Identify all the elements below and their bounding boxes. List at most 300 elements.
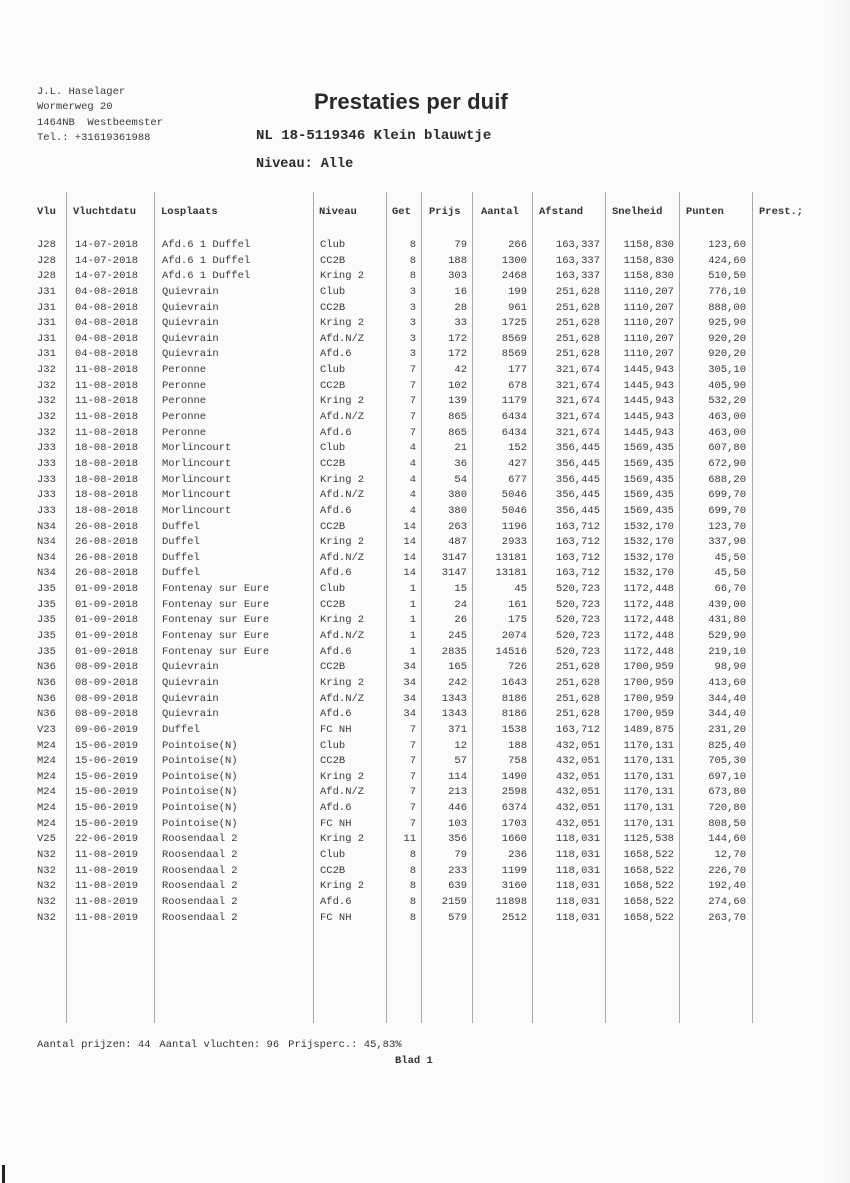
cell-losplaats: Pointoise(N) bbox=[162, 817, 238, 830]
cell-prijs: 57 bbox=[454, 755, 467, 768]
cell-date: 11-08-2018 bbox=[75, 426, 139, 439]
cell-date: 11-08-2019 bbox=[75, 848, 139, 861]
cell-niveau: Club bbox=[320, 442, 346, 455]
cell-losplaats: Peronne bbox=[162, 426, 207, 439]
cell-snelheid: 1658,522 bbox=[623, 864, 674, 877]
cell-losplaats: Pointoise(N) bbox=[162, 802, 238, 815]
cell-snelheid: 1658,522 bbox=[623, 848, 674, 861]
cell-afstand: 356,445 bbox=[555, 473, 600, 486]
table-row bbox=[0, 865, 850, 881]
cell-afstand: 520,723 bbox=[555, 630, 600, 643]
cell-losplaats: Morlincourt bbox=[162, 489, 232, 502]
cell-vlu: J33 bbox=[37, 442, 56, 455]
table-row bbox=[0, 286, 850, 302]
cell-afstand: 432,051 bbox=[555, 739, 600, 752]
cell-afstand: 520,723 bbox=[555, 614, 600, 627]
cell-afstand: 118,031 bbox=[555, 864, 600, 877]
cell-punten: 825,40 bbox=[708, 739, 746, 752]
cell-date: 11-08-2018 bbox=[75, 379, 139, 392]
cell-snelheid: 1569,435 bbox=[623, 442, 674, 455]
cell-prijs: 2835 bbox=[441, 645, 467, 658]
table-row bbox=[0, 583, 850, 599]
cell-punten: 688,20 bbox=[708, 473, 746, 486]
table-row bbox=[0, 614, 850, 630]
cell-punten: 463,00 bbox=[708, 426, 746, 439]
table-row bbox=[0, 771, 850, 787]
cell-losplaats: Fontenay sur Eure bbox=[162, 583, 270, 596]
cell-punten: 413,60 bbox=[708, 676, 746, 689]
cell-afstand: 118,031 bbox=[555, 833, 600, 846]
cell-losplaats: Peronne bbox=[162, 379, 207, 392]
cell-get: 4 bbox=[409, 473, 416, 486]
sender-phone: Tel.: +31619361988 bbox=[37, 131, 151, 144]
cell-date: 15-06-2019 bbox=[75, 817, 139, 830]
cell-vlu: N34 bbox=[37, 567, 56, 580]
cell-date: 11-08-2019 bbox=[75, 864, 139, 877]
cell-date: 11-08-2019 bbox=[75, 911, 139, 924]
cell-vlu: N34 bbox=[37, 551, 56, 564]
cell-snelheid: 1110,207 bbox=[623, 348, 674, 361]
cell-afstand: 118,031 bbox=[555, 848, 600, 861]
cell-aantal: 6434 bbox=[501, 426, 527, 439]
cell-prijs: 865 bbox=[448, 426, 467, 439]
cell-snelheid: 1569,435 bbox=[623, 473, 674, 486]
cell-vlu: N34 bbox=[37, 536, 56, 549]
cell-prijs: 165 bbox=[448, 661, 467, 674]
cell-niveau: Afd.N/Z bbox=[320, 332, 365, 345]
cell-snelheid: 1532,170 bbox=[623, 551, 674, 564]
table-row bbox=[0, 317, 850, 333]
header-niveau: Niveau bbox=[319, 206, 357, 218]
cell-prijs: 1343 bbox=[441, 692, 467, 705]
cell-get: 8 bbox=[409, 270, 416, 283]
table-row bbox=[0, 693, 850, 709]
cell-vlu: J31 bbox=[37, 301, 56, 314]
cell-aantal: 6374 bbox=[501, 802, 527, 815]
cell-vlu: J31 bbox=[37, 285, 56, 298]
cell-niveau: Club bbox=[320, 739, 346, 752]
cell-aantal: 427 bbox=[508, 457, 527, 470]
sender-city: 1464NB Westbeemster bbox=[37, 116, 164, 129]
cell-afstand: 356,445 bbox=[555, 504, 600, 517]
cell-afstand: 321,674 bbox=[555, 411, 600, 424]
table-row bbox=[0, 740, 850, 756]
cell-punten: 697,10 bbox=[708, 770, 746, 783]
cell-losplaats: Duffel bbox=[162, 520, 200, 533]
cell-niveau: Afd.N/Z bbox=[320, 692, 365, 705]
cell-vlu: N36 bbox=[37, 692, 56, 705]
cell-snelheid: 1700,959 bbox=[623, 676, 674, 689]
cell-losplaats: Pointoise(N) bbox=[162, 739, 238, 752]
cell-get: 4 bbox=[409, 489, 416, 502]
cell-punten: 925,90 bbox=[708, 317, 746, 330]
cell-niveau: Afd.N/Z bbox=[320, 489, 365, 502]
cell-prijs: 263 bbox=[448, 520, 467, 533]
cell-afstand: 520,723 bbox=[555, 645, 600, 658]
cell-losplaats: Quievrain bbox=[162, 676, 219, 689]
cell-aantal: 177 bbox=[508, 364, 527, 377]
cell-date: 01-09-2018 bbox=[75, 583, 139, 596]
cell-niveau: Kring 2 bbox=[320, 770, 365, 783]
cell-punten: 672,90 bbox=[708, 457, 746, 470]
cell-afstand: 251,628 bbox=[555, 676, 600, 689]
cell-losplaats: Pointoise(N) bbox=[162, 786, 238, 799]
cell-vlu: J31 bbox=[37, 348, 56, 361]
table-row bbox=[0, 474, 850, 490]
header-get: Get bbox=[392, 206, 411, 218]
cell-vlu: J35 bbox=[37, 645, 56, 658]
cell-losplaats: Quievrain bbox=[162, 285, 219, 298]
cell-vlu: N36 bbox=[37, 676, 56, 689]
cell-prijs: 233 bbox=[448, 864, 467, 877]
cell-losplaats: Quievrain bbox=[162, 332, 219, 345]
cell-losplaats: Duffel bbox=[162, 536, 200, 549]
cell-niveau: FC NH bbox=[320, 817, 352, 830]
cell-get: 7 bbox=[409, 770, 416, 783]
cell-prijs: 639 bbox=[448, 880, 467, 893]
cell-aantal: 266 bbox=[508, 239, 527, 251]
cell-punten: 305,10 bbox=[708, 364, 746, 377]
cell-get: 14 bbox=[403, 536, 416, 549]
cell-prijs: 188 bbox=[448, 254, 467, 267]
cell-prijs: 446 bbox=[448, 802, 467, 815]
cell-afstand: 356,445 bbox=[555, 457, 600, 470]
cell-get: 1 bbox=[409, 598, 416, 611]
scan-edge bbox=[828, 0, 850, 1183]
table-row bbox=[0, 661, 850, 677]
table-row bbox=[0, 802, 850, 818]
cell-punten: 776,10 bbox=[708, 285, 746, 298]
cell-punten: 920,20 bbox=[708, 332, 746, 345]
cell-date: 04-08-2018 bbox=[75, 317, 139, 330]
cell-afstand: 251,628 bbox=[555, 317, 600, 330]
cell-prijs: 380 bbox=[448, 504, 467, 517]
cell-afstand: 356,445 bbox=[555, 442, 600, 455]
cell-get: 3 bbox=[409, 285, 416, 298]
table-row bbox=[0, 833, 850, 849]
cell-niveau: CC2B bbox=[320, 254, 346, 267]
cell-snelheid: 1170,131 bbox=[623, 786, 674, 799]
cell-aantal: 1660 bbox=[501, 833, 527, 846]
cell-losplaats: Duffel bbox=[162, 551, 200, 564]
cell-prijs: 303 bbox=[448, 270, 467, 283]
cell-afstand: 321,674 bbox=[555, 395, 600, 408]
cell-date: 11-08-2018 bbox=[75, 364, 139, 377]
cell-aantal: 1199 bbox=[501, 864, 527, 877]
table-row bbox=[0, 411, 850, 427]
cell-losplaats: Peronne bbox=[162, 395, 207, 408]
cell-get: 8 bbox=[409, 848, 416, 861]
cell-aantal: 3160 bbox=[501, 880, 527, 893]
pigeon-id: NL 18-5119346 Klein blauwtje bbox=[256, 128, 492, 144]
cell-vlu: M24 bbox=[37, 817, 56, 830]
cell-niveau: Kring 2 bbox=[320, 676, 365, 689]
cell-losplaats: Roosendaal 2 bbox=[162, 895, 238, 908]
cell-get: 1 bbox=[409, 614, 416, 627]
cell-afstand: 251,628 bbox=[555, 348, 600, 361]
cell-afstand: 432,051 bbox=[555, 817, 600, 830]
cell-vlu: N34 bbox=[37, 520, 56, 533]
cell-prijs: 26 bbox=[454, 614, 467, 627]
cell-vlu: J28 bbox=[37, 254, 56, 267]
cell-vlu: J35 bbox=[37, 630, 56, 643]
cell-get: 4 bbox=[409, 442, 416, 455]
table-row bbox=[0, 786, 850, 802]
cell-losplaats: Morlincourt bbox=[162, 473, 232, 486]
cell-get: 14 bbox=[403, 551, 416, 564]
cell-aantal: 5046 bbox=[501, 504, 527, 517]
cell-prijs: 865 bbox=[448, 411, 467, 424]
cell-aantal: 11898 bbox=[495, 895, 527, 908]
cell-losplaats: Roosendaal 2 bbox=[162, 911, 238, 924]
cell-punten: 337,90 bbox=[708, 536, 746, 549]
cell-aantal: 161 bbox=[508, 598, 527, 611]
cell-date: 15-06-2019 bbox=[75, 739, 139, 752]
cell-aantal: 2468 bbox=[501, 270, 527, 283]
cell-prijs: 2159 bbox=[441, 895, 467, 908]
cell-snelheid: 1445,943 bbox=[623, 426, 674, 439]
cell-niveau: Afd.6 bbox=[320, 348, 352, 361]
cell-snelheid: 1158,830 bbox=[623, 239, 674, 251]
cell-date: 04-08-2018 bbox=[75, 332, 139, 345]
table-row bbox=[0, 724, 850, 740]
cell-date: 15-06-2019 bbox=[75, 755, 139, 768]
cell-date: 11-08-2019 bbox=[75, 880, 139, 893]
header-vlu: Vlu bbox=[37, 206, 56, 218]
cell-snelheid: 1569,435 bbox=[623, 489, 674, 502]
cell-get: 1 bbox=[409, 645, 416, 658]
cell-vlu: N32 bbox=[37, 895, 56, 908]
cell-get: 7 bbox=[409, 426, 416, 439]
table-row bbox=[0, 755, 850, 771]
table-row bbox=[0, 348, 850, 364]
header-prestatie: Prest.; bbox=[759, 206, 804, 218]
cell-snelheid: 1489,875 bbox=[623, 723, 674, 736]
cell-aantal: 1703 bbox=[501, 817, 527, 830]
cell-aantal: 8186 bbox=[501, 692, 527, 705]
cell-date: 26-08-2018 bbox=[75, 520, 139, 533]
cell-afstand: 118,031 bbox=[555, 911, 600, 924]
page-title: Prestaties per duif bbox=[314, 89, 508, 114]
cell-snelheid: 1445,943 bbox=[623, 379, 674, 392]
table-row bbox=[0, 599, 850, 615]
sender-name: J.L. Haselager bbox=[37, 86, 126, 98]
table-row bbox=[0, 912, 850, 928]
cell-afstand: 251,628 bbox=[555, 708, 600, 721]
cell-niveau: Kring 2 bbox=[320, 270, 365, 283]
cell-prijs: 16 bbox=[454, 285, 467, 298]
cell-date: 22-06-2019 bbox=[75, 833, 139, 846]
cell-niveau: Kring 2 bbox=[320, 614, 365, 627]
cell-get: 7 bbox=[409, 739, 416, 752]
cell-snelheid: 1532,170 bbox=[623, 567, 674, 580]
cell-punten: 66,70 bbox=[714, 583, 746, 596]
cell-get: 8 bbox=[409, 864, 416, 877]
page-number: Blad 1 bbox=[395, 1055, 433, 1067]
cell-aantal: 1725 bbox=[501, 317, 527, 330]
cell-afstand: 163,712 bbox=[555, 520, 600, 533]
cell-losplaats: Fontenay sur Eure bbox=[162, 645, 270, 658]
cell-prijs: 487 bbox=[448, 536, 467, 549]
table-row bbox=[0, 239, 850, 255]
cell-get: 8 bbox=[409, 239, 416, 251]
cell-punten: 720,80 bbox=[708, 802, 746, 815]
table-row bbox=[0, 849, 850, 865]
cell-punten: 123,60 bbox=[708, 239, 746, 251]
cell-prijs: 371 bbox=[448, 723, 467, 736]
cell-punten: 12,70 bbox=[714, 848, 746, 861]
cell-prijs: 114 bbox=[448, 770, 467, 783]
cell-punten: 920,20 bbox=[708, 348, 746, 361]
cell-aantal: 199 bbox=[508, 285, 527, 298]
table-row bbox=[0, 442, 850, 458]
cell-punten: 226,70 bbox=[708, 864, 746, 877]
cell-punten: 219,10 bbox=[708, 645, 746, 658]
cell-snelheid: 1445,943 bbox=[623, 411, 674, 424]
cell-date: 01-09-2018 bbox=[75, 645, 139, 658]
cell-niveau: Afd.6 bbox=[320, 567, 352, 580]
cell-prijs: 356 bbox=[448, 833, 467, 846]
table-row bbox=[0, 333, 850, 349]
cell-get: 34 bbox=[403, 661, 416, 674]
cell-vlu: N36 bbox=[37, 708, 56, 721]
cell-aantal: 2512 bbox=[501, 911, 527, 924]
cell-vlu: J32 bbox=[37, 426, 56, 439]
cell-afstand: 251,628 bbox=[555, 301, 600, 314]
cell-niveau: Club bbox=[320, 583, 346, 596]
cell-punten: 699,70 bbox=[708, 504, 746, 517]
cell-get: 3 bbox=[409, 348, 416, 361]
cell-date: 08-09-2018 bbox=[75, 692, 139, 705]
header-snelheid: Snelheid bbox=[612, 206, 663, 218]
cell-get: 3 bbox=[409, 317, 416, 330]
cell-losplaats: Afd.6 1 Duffel bbox=[162, 270, 251, 283]
cell-afstand: 163,337 bbox=[555, 239, 600, 251]
cell-vlu: J32 bbox=[37, 395, 56, 408]
cell-aantal: 758 bbox=[508, 755, 527, 768]
cell-aantal: 13181 bbox=[495, 551, 527, 564]
table-row bbox=[0, 646, 850, 662]
cell-get: 7 bbox=[409, 379, 416, 392]
cell-date: 11-08-2018 bbox=[75, 411, 139, 424]
cell-snelheid: 1658,522 bbox=[623, 911, 674, 924]
header-afstand: Afstand bbox=[539, 206, 584, 218]
cell-date: 14-07-2018 bbox=[75, 239, 139, 251]
cell-prijs: 172 bbox=[448, 332, 467, 345]
cell-losplaats: Fontenay sur Eure bbox=[162, 630, 270, 643]
cell-aantal: 1179 bbox=[501, 395, 527, 408]
cell-punten: 344,40 bbox=[708, 692, 746, 705]
table-row bbox=[0, 505, 850, 521]
cell-get: 7 bbox=[409, 395, 416, 408]
cell-losplaats: Fontenay sur Eure bbox=[162, 598, 270, 611]
cell-losplaats: Duffel bbox=[162, 723, 200, 736]
cell-aantal: 152 bbox=[508, 442, 527, 455]
cell-punten: 529,90 bbox=[708, 630, 746, 643]
cell-punten: 192,40 bbox=[708, 880, 746, 893]
cell-prijs: 24 bbox=[454, 598, 467, 611]
cell-vlu: N32 bbox=[37, 848, 56, 861]
cell-niveau: Afd.6 bbox=[320, 426, 352, 439]
cell-aantal: 1196 bbox=[501, 520, 527, 533]
table-row bbox=[0, 818, 850, 834]
header-aantal: Aantal bbox=[481, 206, 519, 218]
cell-aantal: 1490 bbox=[501, 770, 527, 783]
cell-aantal: 678 bbox=[508, 379, 527, 392]
cell-losplaats: Pointoise(N) bbox=[162, 755, 238, 768]
cell-niveau: Kring 2 bbox=[320, 395, 365, 408]
table-row bbox=[0, 458, 850, 474]
cell-niveau: Afd.6 bbox=[320, 645, 352, 658]
cell-prijs: 28 bbox=[454, 301, 467, 314]
cell-niveau: CC2B bbox=[320, 864, 346, 877]
cell-niveau: CC2B bbox=[320, 598, 346, 611]
cell-punten: 45,50 bbox=[714, 551, 746, 564]
table-row bbox=[0, 552, 850, 568]
cell-snelheid: 1158,830 bbox=[623, 254, 674, 267]
cell-vlu: M24 bbox=[37, 786, 56, 799]
cell-afstand: 163,337 bbox=[555, 254, 600, 267]
cell-aantal: 961 bbox=[508, 301, 527, 314]
cell-niveau: CC2B bbox=[320, 379, 346, 392]
cell-snelheid: 1172,448 bbox=[623, 645, 674, 658]
cell-aantal: 236 bbox=[508, 848, 527, 861]
cell-snelheid: 1170,131 bbox=[623, 755, 674, 768]
cell-afstand: 321,674 bbox=[555, 379, 600, 392]
cell-afstand: 163,712 bbox=[555, 723, 600, 736]
cell-afstand: 321,674 bbox=[555, 364, 600, 377]
cell-niveau: Afd.N/Z bbox=[320, 630, 365, 643]
cell-punten: 344,40 bbox=[708, 708, 746, 721]
cell-get: 11 bbox=[403, 833, 416, 846]
cell-afstand: 163,712 bbox=[555, 536, 600, 549]
cell-losplaats: Quievrain bbox=[162, 708, 219, 721]
cell-losplaats: Quievrain bbox=[162, 661, 219, 674]
table-row bbox=[0, 364, 850, 380]
cell-losplaats: Duffel bbox=[162, 567, 200, 580]
cell-losplaats: Morlincourt bbox=[162, 457, 232, 470]
cell-losplaats: Quievrain bbox=[162, 348, 219, 361]
cell-prijs: 380 bbox=[448, 489, 467, 502]
cell-get: 3 bbox=[409, 301, 416, 314]
cell-prijs: 579 bbox=[448, 911, 467, 924]
cell-vlu: J28 bbox=[37, 239, 56, 251]
cell-vlu: M24 bbox=[37, 739, 56, 752]
cell-vlu: J31 bbox=[37, 332, 56, 345]
cell-get: 7 bbox=[409, 723, 416, 736]
cell-vlu: J33 bbox=[37, 489, 56, 502]
niveau-filter: Niveau: Alle bbox=[256, 157, 354, 172]
cell-get: 7 bbox=[409, 411, 416, 424]
cell-get: 1 bbox=[409, 630, 416, 643]
cell-prijs: 79 bbox=[454, 848, 467, 861]
cell-snelheid: 1172,448 bbox=[623, 598, 674, 611]
cell-date: 14-07-2018 bbox=[75, 270, 139, 283]
cell-punten: 532,20 bbox=[708, 395, 746, 408]
cell-snelheid: 1569,435 bbox=[623, 457, 674, 470]
cell-losplaats: Morlincourt bbox=[162, 504, 232, 517]
cell-get: 14 bbox=[403, 520, 416, 533]
cell-prijs: 21 bbox=[454, 442, 467, 455]
sender-street: Wormerweg 20 bbox=[37, 101, 113, 114]
cell-punten: 705,30 bbox=[708, 755, 746, 768]
cell-vlu: V23 bbox=[37, 723, 56, 736]
cell-snelheid: 1170,131 bbox=[623, 817, 674, 830]
cell-losplaats: Peronne bbox=[162, 411, 207, 424]
cell-prijs: 245 bbox=[448, 630, 467, 643]
cell-niveau: FC NH bbox=[320, 911, 352, 924]
cell-afstand: 432,051 bbox=[555, 770, 600, 783]
